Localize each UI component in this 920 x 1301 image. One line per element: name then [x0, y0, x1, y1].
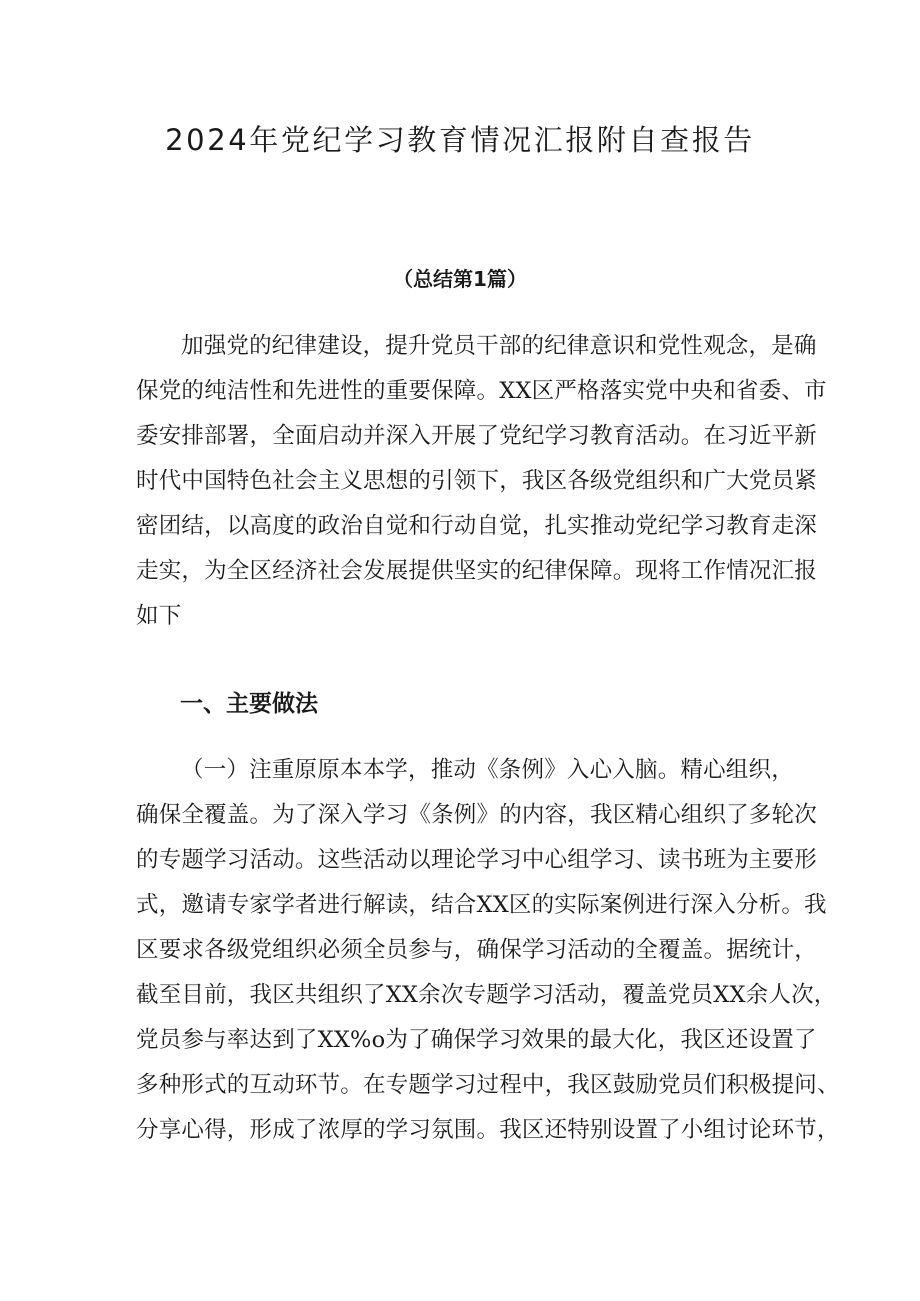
paragraph-line: 保党的纯洁性和先进性的重要保障。XX区严格落实党中央和省委、市	[136, 378, 827, 404]
paragraph-line: 党员参与率达到了XX%o为了确保学习效果的最大化，我区还设置了	[136, 1027, 817, 1053]
intro-paragraph	[136, 324, 827, 639]
paragraph-line: 截至目前，我区共组织了XX余次专题学习活动，覆盖党员XX余人次，	[136, 982, 837, 1008]
paragraph-line: 区要求各级党组织必须全员参与，确保学习活动的全覆盖。据统计，	[136, 937, 818, 963]
section-paragraph	[136, 748, 840, 1153]
paragraph-line: 确保全覆盖。为了深入学习《条例》的内容，我区精心组织了多轮次	[136, 802, 818, 828]
document-title: 2024年党纪学习教育情况汇报附自查报告	[165, 123, 755, 157]
paragraph-line: 多种形式的互动环节。在专题学习过程中，我区鼓励党员们积极提问、	[136, 1072, 840, 1098]
paragraph-line: 委安排部署，全面启动并深入开展了党纪学习教育活动。在习近平新	[136, 423, 818, 449]
paragraph-line: 加强党的纪律建设，提升党员干部的纪律意识和党性观念，是确	[181, 333, 817, 359]
section-heading: 一、主要做法	[180, 691, 318, 717]
paragraph-line: 的专题学习活动。这些活动以理论学习中心组学习、读书班为主要形	[136, 847, 818, 873]
paragraph-line: 如下	[136, 603, 182, 629]
paragraph-line: 时代中国特色社会主义思想的引领下，我区各级党组织和广大党员紧	[136, 468, 818, 494]
paragraph-line: 走实，为全区经济社会发展提供坚实的纪律保障。现将工作情况汇报	[136, 558, 818, 584]
paragraph-line: 式，邀请专家学者进行解读，结合XX区的实际案例进行深入分析。我	[136, 892, 827, 918]
paragraph-line: 密团结，以高度的政治自觉和行动自觉，扎实推动党纪学习教育走深	[136, 513, 818, 539]
paragraph-line: 分享心得，形成了浓厚的学习氛围。我区还特别设置了小组讨论环节，	[136, 1117, 840, 1143]
paragraph-line: （一）注重原原本本学，推动《条例》入心入脑。精心组织，	[181, 757, 794, 783]
document-subtitle: （总结第1篇）	[393, 267, 527, 291]
